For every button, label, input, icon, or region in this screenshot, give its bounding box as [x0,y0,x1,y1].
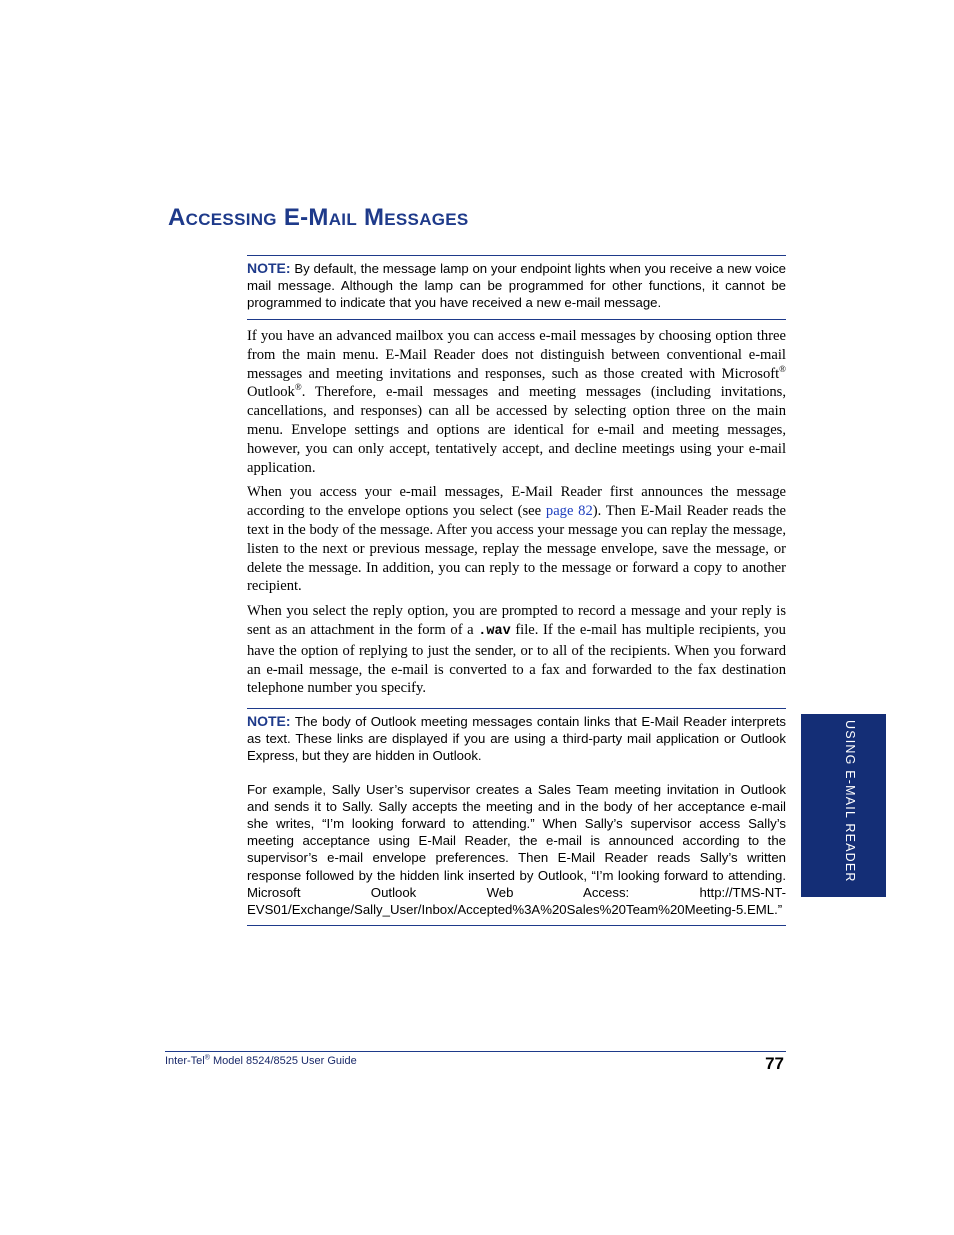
paragraph-reply: When you select the reply option, you are prompted to record a message and your reply is sent as an attachment in the form of a .wav file. If the e-mail has multiple recipients, you have the option of replying to just the sender, or to all of the recipients. When you forward an e-mail message, the e-mail is converted to a fax and forwarded to the fax destination telephone number you specify. [247,603,786,697]
footer-guide-title: Inter-Tel® Model 8524/8525 User Guide [165,1054,357,1067]
note-label: NOTE: [247,713,291,729]
footer-divider [165,1051,786,1052]
note-label: NOTE: [247,260,291,276]
paragraph-access: If you have an advanced mailbox you can access e-mail messages by choosing option three from the main menu. E-Mail Reader does not distinguish between conventional e-mail messages and meeting invitations and responses, such as those created with Microsoft® Outlook®. Therefore, e-mail messages and meeting messages (including invitations, cancellations, and responses) can all be accessed by selecting option three on the main menu. Envelope settings and options are identical for e-mail and meeting messages, however, you can only accept, tentatively accept, and decline meetings using your e-mail application. [247,328,786,476]
wav-code: .wav [478,623,511,639]
note-text: By default, the message lamp on your endpoint lights when you receive a new voice mail message. Although the lamp can be programmed for other functions, it cannot be programmed to indicate that you have received a new e-mail message. [247,261,786,311]
paragraph-announce: When you access your e-mail messages, E-Mail Reader first announces the message according to the envelope options you select (see page 82). Then E-Mail Reader reads the text in the body of the message. After you access your message you can replay the message, listen to the next or previous message, replay the message envelope, save the message, or delete the message. In addition, you can reply to the message or forward a copy to another recipient. [247,484,786,595]
note-box-lamp [247,255,786,320]
page-number: 77 [765,1054,784,1073]
note-box-outlook [247,708,786,926]
note-text: The body of Outlook meeting messages contain links that E-Mail Reader interprets as text. These links are displayed if you are using a third-party mail application or Outlook Express, but they are hidden in Outlook. [247,714,786,764]
section-heading: ACCESSING E-MAIL MESSAGES [168,204,469,231]
page-82-link[interactable]: page 82 [545,503,593,520]
chapter-side-tab [801,714,886,897]
side-tab-label: USING E-MAIL READER [843,720,857,883]
body-text [247,327,786,704]
note-example: For example, Sally User’s supervisor creates a Sales Team meeting invitation in Outlook and sends it to Sally. Sally accepts the meeting and in the body of her acceptance e-mail she writes, “I’m looking forward to attending.” When Sally’s supervisor access Sally’s meeting acceptance using E-Mail Reader, the e-mail is announced according to the supervisor’s e-mail envelope preferences. Then E-Mail Reader reads Sally’s written response followed by the hidden link inserted by Outlook, “I’m looking forward to attending. Microsoft Outlook Web Access: http://TMS-NT-EVS01/Exchange/Sally_User/Inbox/Accepted%3A%20Sales%20Team%20Meeting-5.EML.” [247,781,786,918]
